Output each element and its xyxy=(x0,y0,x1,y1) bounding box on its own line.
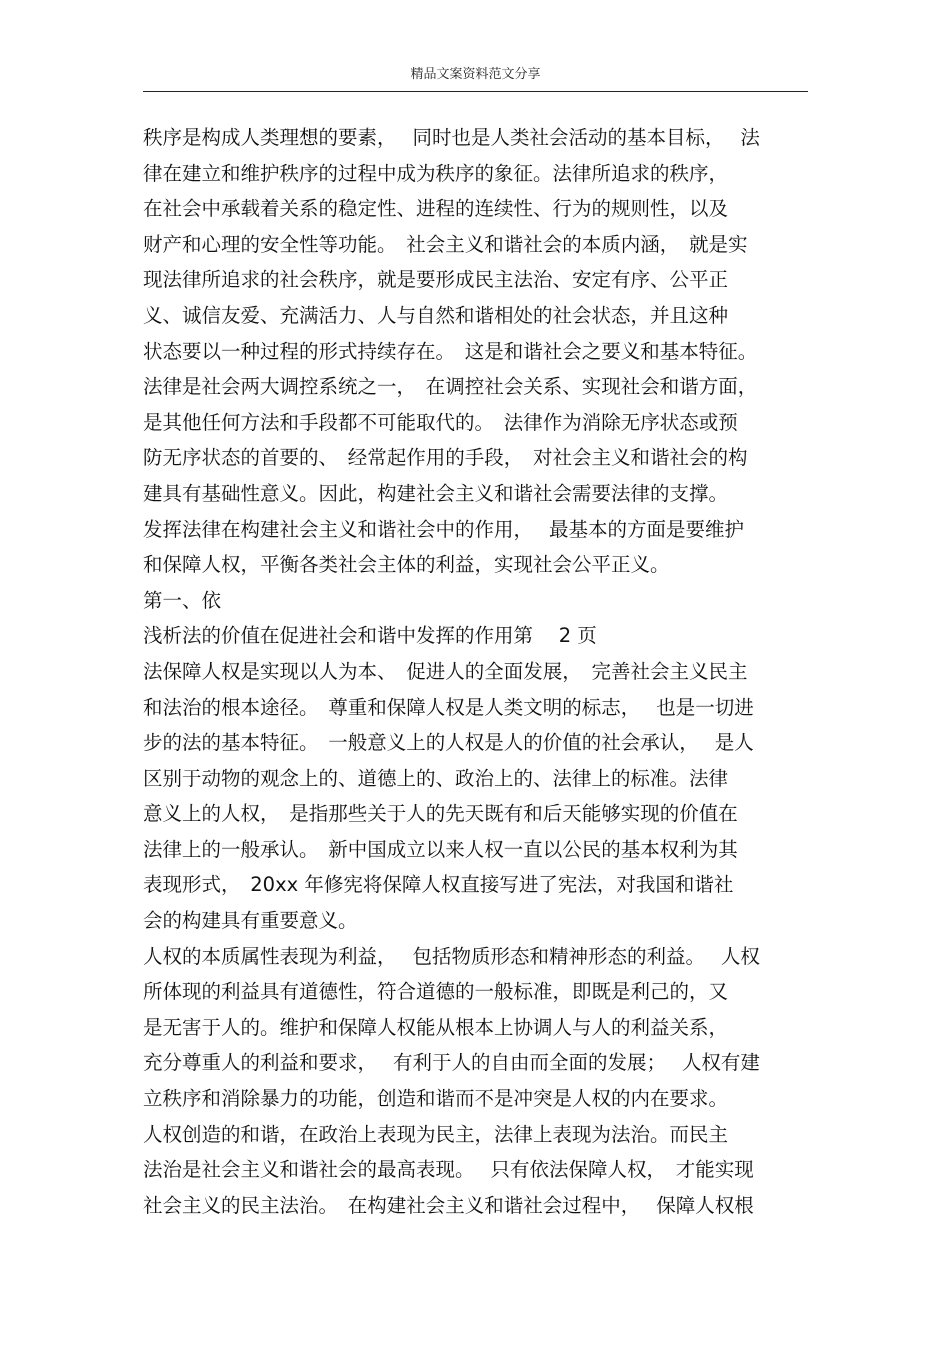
text-line: 浅析法的价值在促进社会和谐中发挥的作用第 2 页 xyxy=(143,624,597,648)
text-line: 区别于动物的观念上的、道德上的、政治上的、法律上的标准。法律 xyxy=(143,766,729,790)
text-line: 发挥法律在构建社会主义和谐社会中的作用， 最基本的方面是要维护 xyxy=(143,517,744,541)
text-line: 社会主义的民主法治。 在构建社会主义和谐社会过程中， 保障人权根 xyxy=(143,1193,754,1217)
text-line: 法律上的一般承认。 新中国成立以来人权一直以公民的基本权利为其 xyxy=(143,837,738,861)
text-line: 人权创造的和谐，在政治上表现为民主，法律上表现为法治。而民主 xyxy=(143,1122,729,1146)
text-line: 律在建立和维护秩序的过程中成为秩序的象征。法律所追求的秩序， xyxy=(143,161,729,185)
document-body xyxy=(143,120,813,1223)
text-line: 人权的本质属性表现为利益， 包括物质形态和精神形态的利益。 人权 xyxy=(143,944,760,968)
text-line: 在社会中承载着关系的稳定性、进程的连续性、行为的规则性，以及 xyxy=(143,197,729,221)
text-line: 财产和心理的安全性等功能。 社会主义和谐社会的本质内涵， 就是实 xyxy=(143,232,748,256)
text-line: 是其他任何方法和手段都不可能取代的。 法律作为消除无序状态或预 xyxy=(143,410,738,434)
page-header: 精品文案资料范文分享 xyxy=(143,58,808,92)
text-line: 第一、依 xyxy=(143,588,222,612)
text-line: 是无害于人的。维护和保障人权能从根本上协调人与人的利益关系， xyxy=(143,1015,729,1039)
text-line: 现法律所追求的社会秩序，就是要形成民主法治、安定有序、公平正 xyxy=(143,268,729,292)
text-line: 法律是社会两大调控系统之一， 在调控社会关系、实现社会和谐方面， xyxy=(143,375,758,399)
text-line: 充分尊重人的利益和要求， 有利于人的自由而全面的发展； 人权有建 xyxy=(143,1051,760,1075)
text-line: 步的法的基本特征。 一般意义上的人权是人的价值的社会承认， 是人 xyxy=(143,731,754,755)
text-line: 和法治的根本途径。 尊重和保障人权是人类文明的标志， 也是一切进 xyxy=(143,695,754,719)
text-line: 立秩序和消除暴力的功能，创造和谐而不是冲突是人权的内在要求。 xyxy=(143,1087,729,1111)
text-line: 所体现的利益具有道德性，符合道德的一般标准，即既是利己的，又 xyxy=(143,980,729,1004)
text-line: 和保障人权，平衡各类社会主体的利益，实现社会公平正义。 xyxy=(143,553,670,577)
text-line: 表现形式， 20xx 年修宪将保障人权直接写进了宪法，对我国和谐社 xyxy=(143,873,734,897)
text-line: 状态要以一种过程的形式持续存在。 这是和谐社会之要义和基本特征。 xyxy=(143,339,758,363)
text-line: 防无序状态的首要的、 经常起作用的手段， 对社会主义和谐社会的构 xyxy=(143,446,748,470)
text-line: 义、诚信友爱、充满活力、人与自然和谐相处的社会状态，并且这种 xyxy=(143,303,729,327)
text-line: 意义上的人权， 是指那些关于人的先天既有和后天能够实现的价值在 xyxy=(143,802,738,826)
text-line: 法保障人权是实现以人为本、 促进人的全面发展， 完善社会主义民主 xyxy=(143,659,748,683)
text-line: 秩序是构成人类理想的要素， 同时也是人类社会活动的基本目标， 法 xyxy=(143,126,760,149)
text-line: 会的构建具有重要意义。 xyxy=(143,909,358,933)
text-line: 法治是社会主义和谐社会的最高表现。 只有依法保障人权， 才能实现 xyxy=(143,1158,754,1182)
text-line: 建具有基础性意义。因此，构建社会主义和谐社会需要法律的支撑。 xyxy=(143,481,729,505)
